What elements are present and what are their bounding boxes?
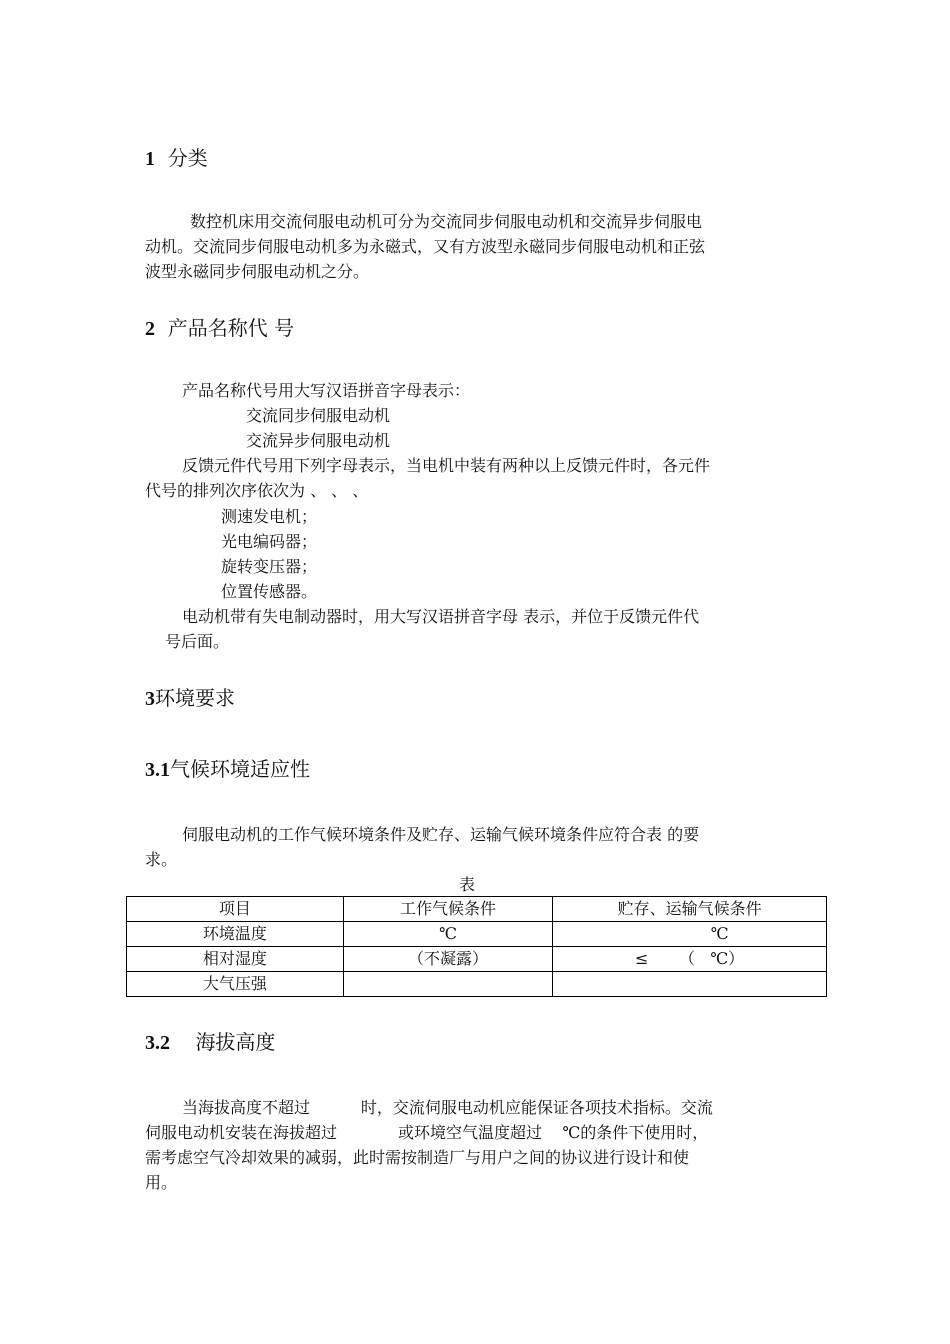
- altitude-para-line-3: 需考虑空气冷却效果的减弱，此时需按制造厂与用户之间的协议进行设计和使: [145, 1148, 690, 1167]
- table-header-cell: 工作气候条件: [343, 897, 552, 922]
- table-row: [127, 947, 827, 972]
- table-cell: [343, 972, 552, 997]
- section-3-title: 环境要求: [155, 686, 235, 710]
- section-1-para-line-2: 动机。交流同步伺服电动机多为永磁式，又有方波型永磁同步伺服电动机和正弦: [145, 237, 706, 256]
- table-cell: [553, 972, 827, 997]
- feedback-item: 旋转变压器；: [221, 557, 318, 576]
- section-1-para-line-1: 数控机床用交流伺服电动机可分为交流同步伺服电动机和交流异步伺服电: [190, 212, 703, 231]
- table-row: [127, 922, 827, 947]
- section-2-heading: 2 产品名称代 号: [145, 316, 295, 340]
- section-1-title: 分类: [167, 146, 208, 170]
- section-1-heading: 1 分类: [145, 146, 208, 170]
- climate-para-line-1: 伺服电动机的工作气候环境条件及贮存、运输气候环境条件应符合表 的要: [182, 825, 700, 844]
- climate-table: [126, 896, 827, 997]
- altitude-para-line-4: 用。: [145, 1173, 178, 1192]
- naming-intro: 产品名称代号用大写汉语拼音字母表示：: [182, 381, 471, 400]
- table-cell: 大气压强: [127, 972, 344, 997]
- feedback-item: 测速发电机；: [221, 507, 318, 526]
- table-header-cell: 贮存、运输气候条件: [553, 897, 827, 922]
- section-1-para-line-3: 波型永磁同步伺服电动机之分。: [145, 262, 370, 281]
- table-header-cell: 项目: [127, 897, 344, 922]
- table-row: [127, 972, 827, 997]
- table-cell: 相对湿度: [127, 947, 344, 972]
- section-2-title: 产品名称代 号: [167, 316, 295, 340]
- brake-line-2: 号后面。: [165, 632, 230, 651]
- table-caption: 表: [459, 875, 476, 894]
- motor-type-sync: 交流同步伺服电动机: [246, 406, 391, 425]
- section-3-1-title: 气候环境适应性: [170, 757, 310, 781]
- feedback-item: 光电编码器；: [221, 532, 318, 551]
- motor-type-async: 交流异步伺服电动机: [246, 431, 391, 450]
- table-cell: ℃: [553, 922, 827, 947]
- table-cell: ℃: [343, 922, 552, 947]
- section-3-2-heading: 3.2 海拔高度: [145, 1030, 276, 1054]
- section-3-heading: 3环境要求: [145, 686, 235, 710]
- feedback-item: 位置传感器。: [221, 582, 318, 601]
- section-3-1-heading: 3.1气候环境适应性: [145, 757, 310, 781]
- altitude-para-line-1: 当海拔高度不超过 时，交流伺服电动机应能保证各项技术指标。交流: [182, 1098, 713, 1117]
- feedback-line-1: 反馈元件代号用下列字母表示，当电机中装有两种以上反馈元件时，各元件: [182, 456, 711, 475]
- brake-line-1: 电动机带有失电制动器时，用大写汉语拼音字母 表示，并位于反馈元件代: [182, 607, 700, 626]
- climate-para-line-2: 求。: [145, 850, 178, 869]
- section-3-2-title: 海拔高度: [195, 1030, 276, 1054]
- table-cell: 环境温度: [127, 922, 344, 947]
- table-cell: （不凝露）: [343, 947, 552, 972]
- table-cell: ≤ （ ℃）: [553, 947, 827, 972]
- table-header-row: [127, 897, 827, 922]
- feedback-line-2: 代号的排列次序依次为 、 、 、: [145, 481, 369, 500]
- altitude-para-line-2: 伺服电动机安装在海拔超过 或环境空气温度超过 ℃的条件下使用时，: [145, 1123, 709, 1142]
